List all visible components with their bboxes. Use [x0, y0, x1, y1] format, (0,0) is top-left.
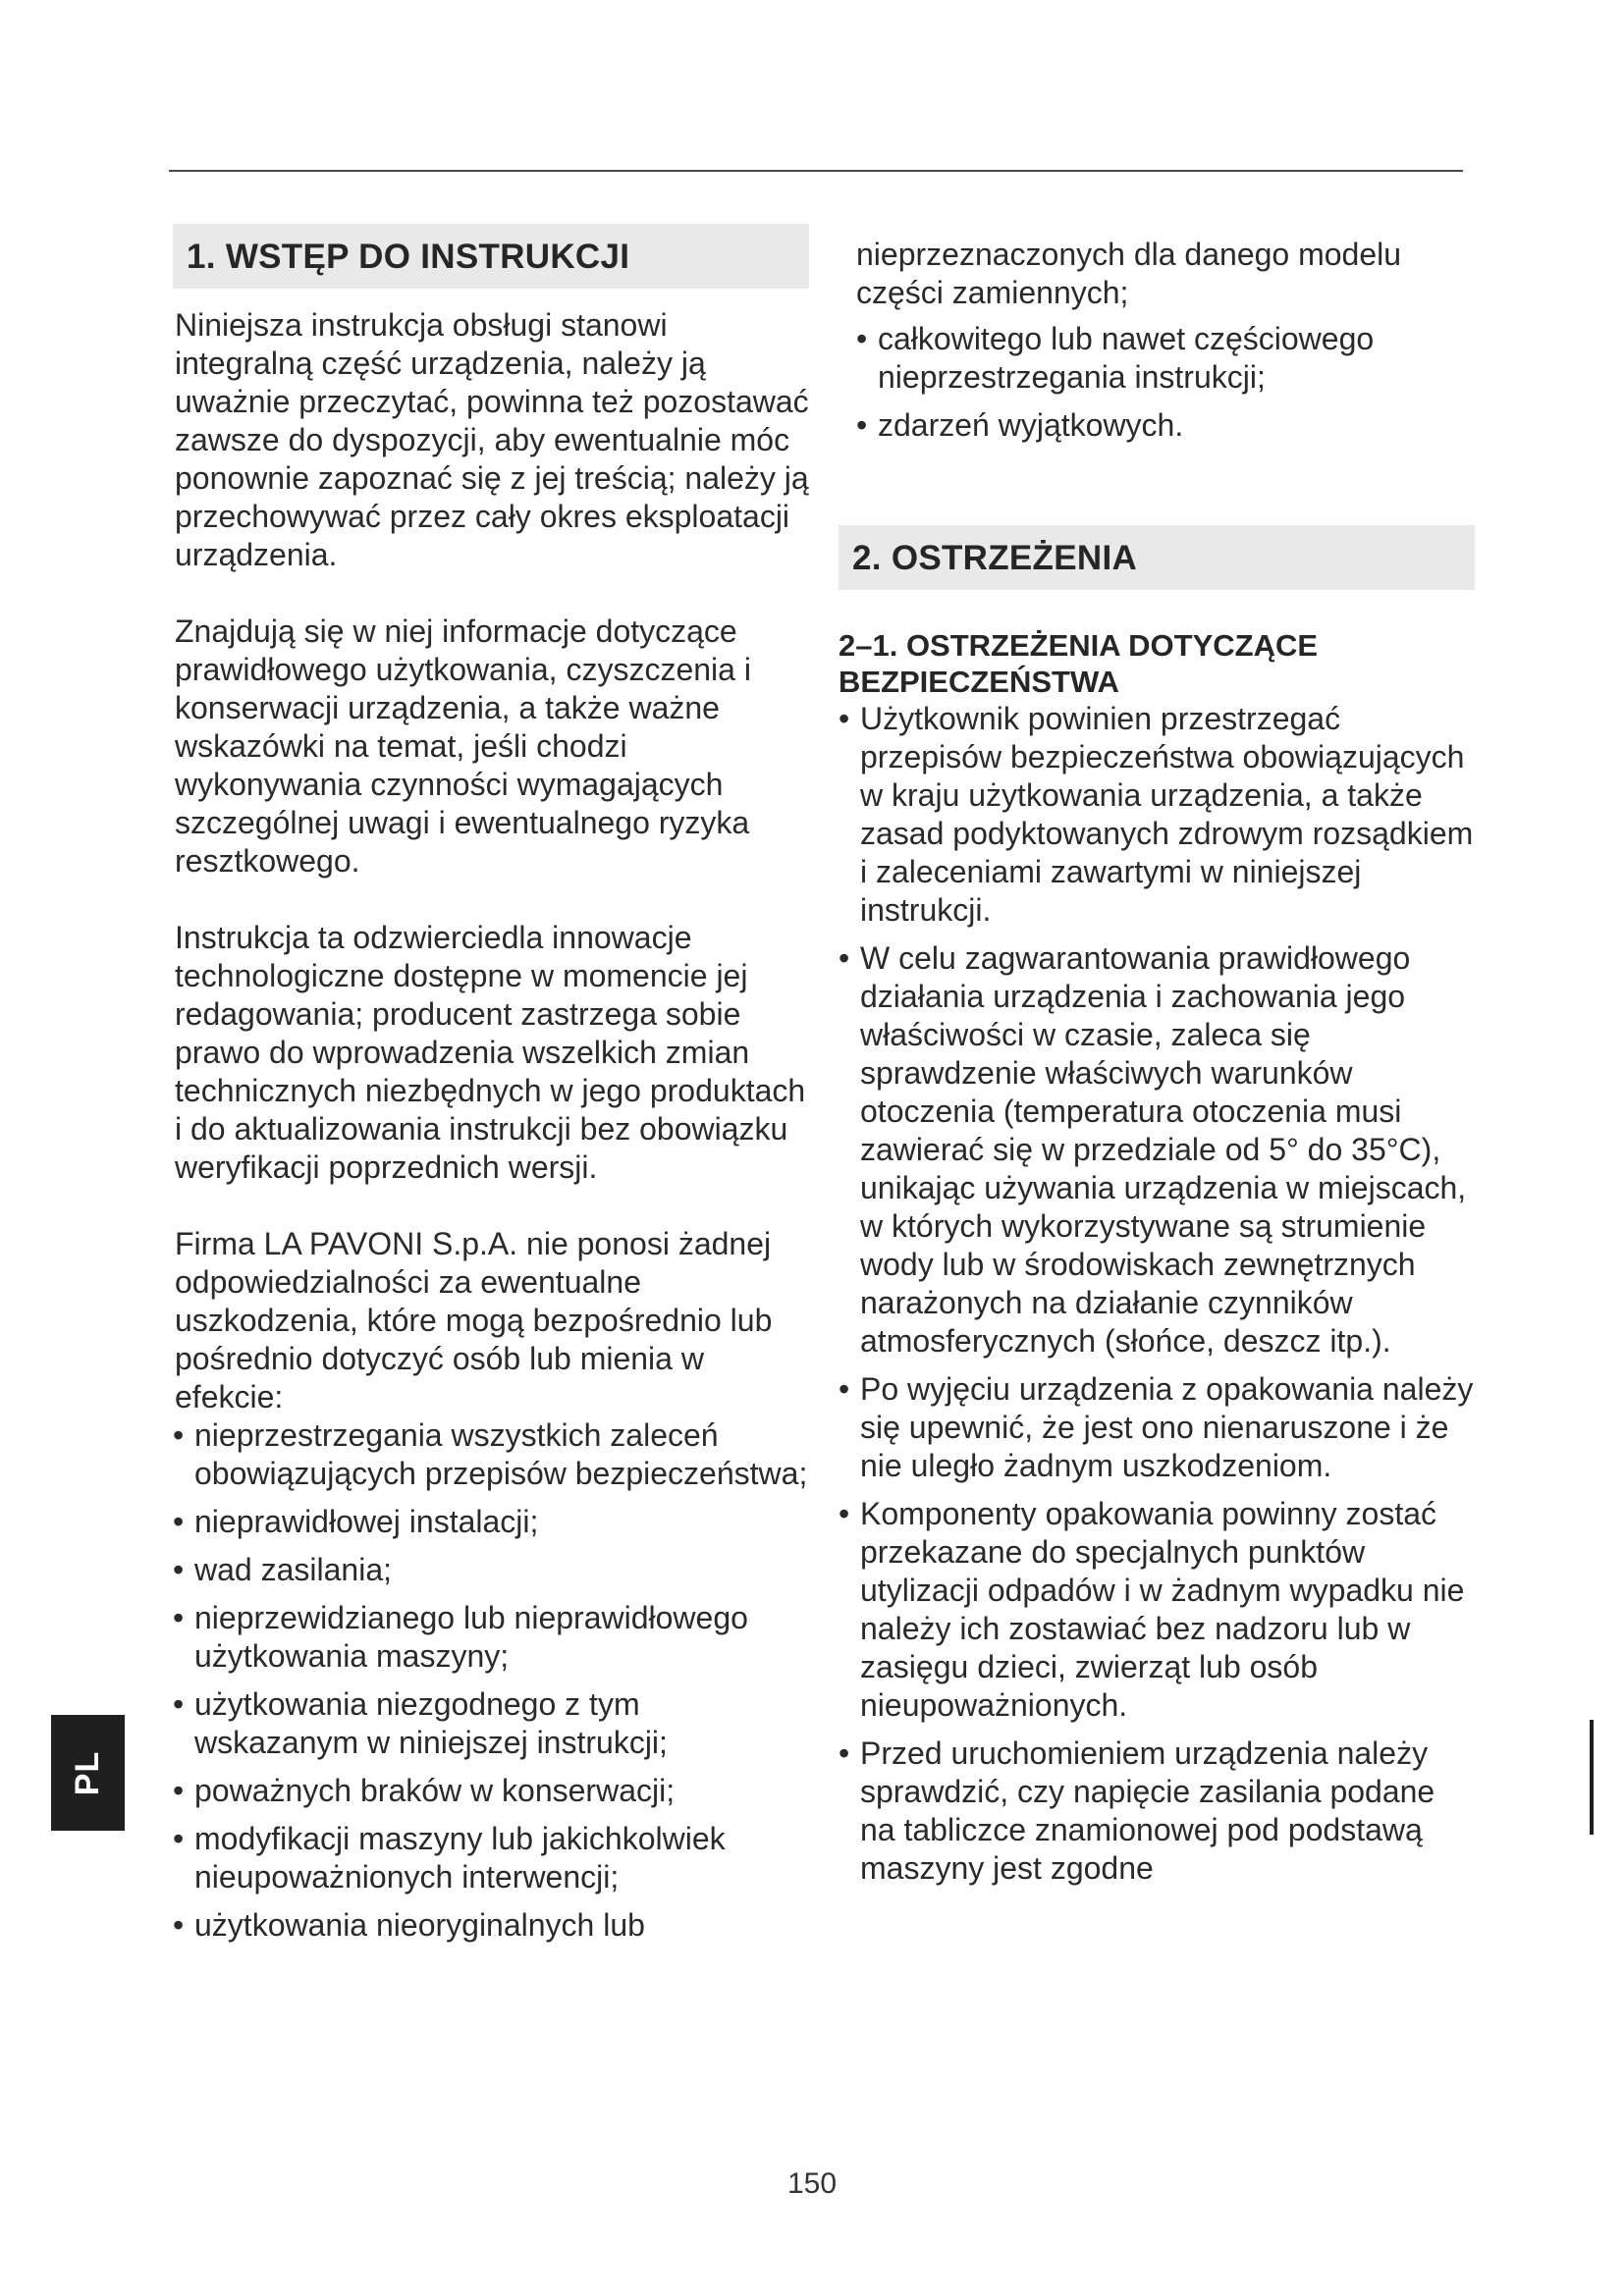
section-2-1-subtitle: 2–1. OSTRZEŻENIA DOTYCZĄCE BEZPIECZEŃSTWA — [839, 628, 1319, 699]
liability-list — [173, 1416, 809, 1945]
intro-paragraph-4: Firma LA PAVONI S.p.A. nie ponosi żadnej odpowiedzialności za ewentualne uszkodzenia, które mogą bezpośrednio lub pośrednio dotyczyć osób lub mienia w efekcie: — [175, 1226, 773, 1415]
top-divider — [169, 170, 1463, 172]
list-item: • modyfikacji maszyny lub jakichkolwiek nieupoważnionych interwencji; — [173, 1821, 726, 1895]
list-item: • Przed uruchomieniem urządzenia należy sprawdzić, czy napięcie zasilania podane na tabliczce znamionowej pod podstawą maszyny jest zgodne — [839, 1735, 1435, 1886]
list-item: • nieprzewidzianego lub nieprawidłowego użytkowania maszyny; — [173, 1600, 748, 1674]
intro-paragraph-2: Znajdują się w niej informacje dotyczące prawidłowego użytkowania, czyszczenia i konserwacji urządzenia, a także ważne wskazówki na temat, jeśli chodzi wykonywania czynności wymagających szczególnej uwagi i ewentualnego ryzyka resztkowego. — [175, 614, 751, 879]
list-item: • nieprzestrzegania wszystkich zaleceń obowiązujących przepisów bezpieczeństwa; — [173, 1417, 808, 1491]
continuation-list — [856, 320, 1485, 445]
right-column — [839, 525, 1475, 1897]
list-item: • wad zasilania; — [173, 1552, 392, 1587]
left-column — [173, 224, 809, 1954]
list-item: • użytkowania niezgodnego z tym wskazanym w niniejszej instrukcji; — [173, 1686, 668, 1760]
section-1-title: 1. WSTĘP DO INSTRUKCJI — [173, 224, 809, 289]
list-item: • W celu zagwarantowania prawidłowego działania urządzenia i zachowania jego właściwości w czasie, zaleca się sprawdzenie właściwych warunków otoczenia (temperatura otoczenia musi zawierać się w przedziale od 5° do 35°C), unikając używania urządzenia w miejscach, w których wykorzystywane są strumienie wody lub w środowiskach zewnętrznych narażonych na działanie czynników atmosferycznych (słońce, deszcz itp.). — [839, 940, 1467, 1359]
safety-list — [839, 700, 1475, 1888]
intro-paragraph-3: Instrukcja ta odzwierciedla innowacje technologiczne dostępne w momencie jej redagowania; producent zastrzega sobie prawo do wprowadzenia wszelkich zmian technicznych niezbędnych w jego produktach i do aktualizowania instrukcji bez obowiązku weryfikacji poprzednich wersji. — [175, 920, 806, 1185]
page-number: 150 — [786, 2167, 838, 2200]
list-item: • poważnych braków w konserwacji; — [173, 1773, 676, 1808]
right-column-continuation — [856, 236, 1485, 454]
list-item: • Użytkownik powinien przestrzegać przepisów bezpieczeństwa obowiązujących w kraju użytkowania urządzenia, a także zasad podyktowanych zdrowym rozsądkiem i zaleceniami zawartymi w niniejszej instrukcji. — [839, 701, 1474, 928]
intro-paragraph-1: Niniejsza instrukcja obsługi stanowi integralną część urządzenia, należy ją uważnie przeczytać, powinna też pozostawać zawsze do dyspozycji, aby ewentualnie móc ponownie zapoznać się z jej treścią; należy ją przechowywać przez cały okres eksploatacji urządzenia. — [175, 307, 809, 572]
continuation-text: nieprzeznaczonych dla danego modelu części zamiennych; — [856, 237, 1402, 310]
language-tab — [51, 1715, 125, 1831]
list-item: • użytkowania nieoryginalnych lub — [173, 1907, 645, 1943]
list-item: • Po wyjęciu urządzenia z opakowania należy się upewnić, że jest ono nienaruszone i że nie uległo żadnym uszkodzeniom. — [839, 1371, 1474, 1483]
language-tab-label: PL — [68, 1750, 106, 1795]
list-item: • całkowitego lub nawet częściowego nieprzestrzegania instrukcji; — [856, 321, 1375, 395]
section-2-title: 2. OSTRZEŻENIA — [839, 525, 1475, 590]
list-item: • Komponenty opakowania powinny zostać przekazane do specjalnych punktów utylizacji odpadów i w żadnym wypadku nie należy ich zostawiać bez nadzoru lub w zasięgu dzieci, zwierząt lub osób nieupoważnionych. — [839, 1496, 1465, 1723]
list-item: • nieprawidłowej instalacji; — [173, 1504, 539, 1539]
side-marker — [1590, 1720, 1594, 1835]
list-item: • zdarzeń wyjątkowych. — [856, 407, 1184, 443]
